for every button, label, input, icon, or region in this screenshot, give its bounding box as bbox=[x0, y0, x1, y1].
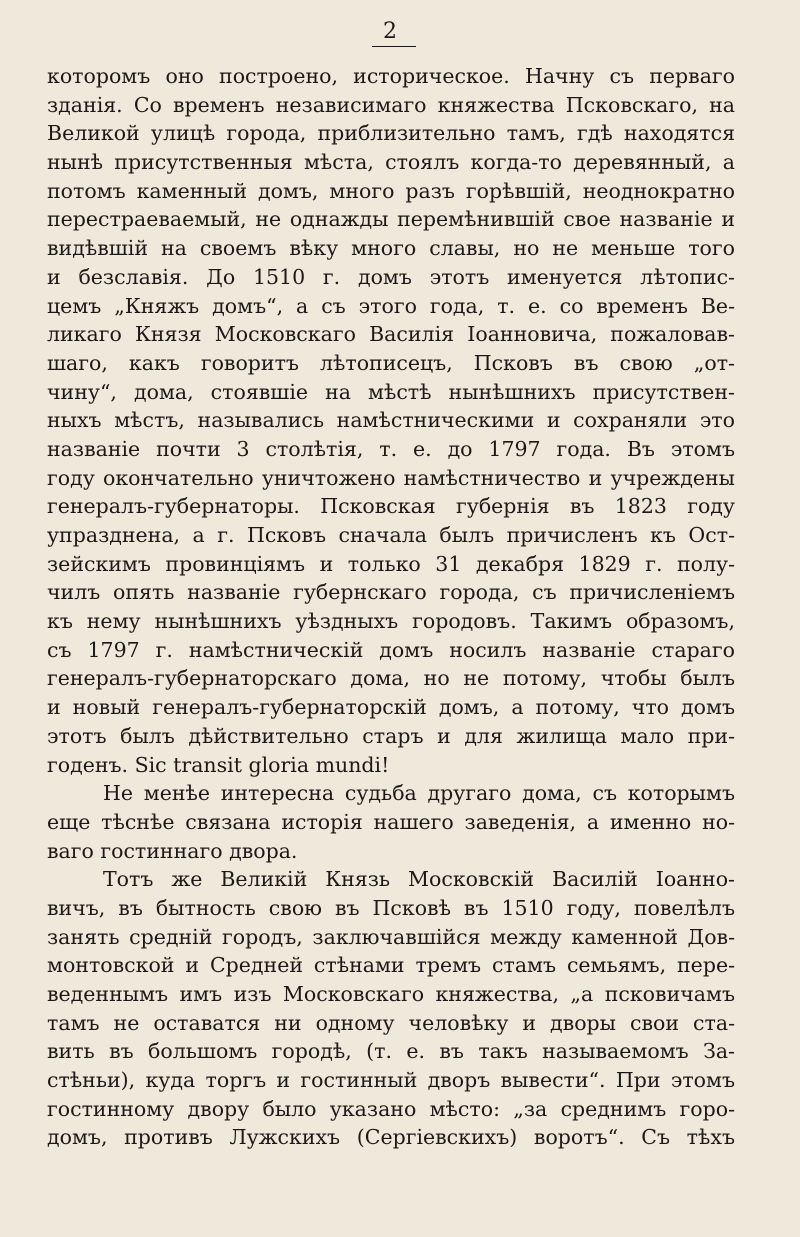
text-line: занять средній городъ, заключавшійся между каменной Дов- bbox=[47, 924, 735, 949]
text-line: зейскимъ провинціямъ и только 31 декабря 1829 г. полу- bbox=[47, 551, 735, 576]
text-line: перестраеваемый, не однажды перемѣнившій свое названіе и bbox=[47, 207, 735, 232]
text-line: и новый генералъ-губернаторскій домъ, а потому, что домъ bbox=[47, 695, 735, 720]
text-line: видѣвшій на своемъ вѣку много славы, но не меньше того bbox=[47, 236, 735, 261]
page-text bbox=[47, 62, 735, 1152]
text-line: этотъ былъ дѣйствительно старъ и для жилища мало при- bbox=[47, 723, 735, 748]
text-line: тамъ не оставатся ни одному человѣку и дворы свои ста- bbox=[47, 1010, 735, 1035]
paragraph bbox=[47, 865, 735, 1152]
text-line: шаго, какъ говоритъ лѣтописецъ, Псковъ въ свою „от- bbox=[47, 350, 735, 375]
text-line: генералъ-губернаторскаго дома, но не потому, чтобы былъ bbox=[47, 666, 735, 691]
text-line: году окончательно уничтожено намѣстничество и учреждены bbox=[47, 465, 735, 490]
text-line: цемъ „Княжъ домъ“, а съ этого года, т. е. со временъ Ве- bbox=[47, 293, 735, 318]
text-line: Тотъ же Великій Князь Московскій Василій Іоанно- bbox=[103, 867, 735, 892]
text-line: монтовской и Средней стѣнами тремъ стамъ семьямъ, пере- bbox=[47, 953, 735, 978]
text-line: упразднена, а г. Псковъ сначала былъ причисленъ къ Ост- bbox=[47, 523, 735, 547]
page-number: 2 bbox=[383, 19, 397, 44]
text-line: гостинному двору было указано мѣсто: „за среднимъ горо- bbox=[47, 1096, 735, 1121]
text-line: и безславія. До 1510 г. домъ этотъ именуется лѣтопис- bbox=[47, 264, 735, 289]
paragraph bbox=[47, 62, 735, 779]
text-line: ныхъ мѣстъ, назывались намѣстническими и сохраняли это bbox=[47, 408, 735, 433]
text-line: стѣньи), куда торгъ и гостинный дворъ вывести“. При этомъ bbox=[47, 1068, 735, 1093]
text-line: съ 1797 г. намѣстническій домъ носилъ названіе стараго bbox=[47, 637, 735, 662]
text-line: вить въ большомъ городѣ, (т. е. въ такъ называемомъ За- bbox=[47, 1039, 735, 1064]
text-line: еще тѣснѣе связана исторія нашего заведенія, а именно но- bbox=[47, 809, 735, 834]
paragraph bbox=[47, 779, 735, 865]
text-line: которомъ оно построено, историческое. Начну съ перваго bbox=[47, 64, 735, 88]
text-line: названіе почти 3 столѣтія, т. е. до 1797 года. Въ этомъ bbox=[47, 436, 735, 461]
text-line: ликаго Князя Московскаго Василія Іоанновича, пожаловав- bbox=[47, 322, 735, 347]
text-line: чилъ опять названіе губернскаго города, съ причисленіемъ bbox=[47, 580, 735, 605]
text-line: домъ, противъ Лужскихъ (Сергіевскихъ) воротъ“. Съ тѣхъ bbox=[47, 1125, 735, 1150]
text-line: чину“, дома, стоявшіе на мѣстѣ нынѣшнихъ присутствен- bbox=[47, 379, 735, 404]
page-number-rule bbox=[372, 46, 416, 47]
text-line: Не менѣе интересна судьба другаго дома, съ которымъ bbox=[103, 781, 735, 806]
text-line: годенъ. Sic transit gloria mundi! bbox=[47, 752, 390, 777]
text-line: веденнымъ имъ изъ Московскаго княжества, „а псковичамъ bbox=[47, 982, 735, 1006]
text-line: Великой улицѣ города, приблизительно тамъ, гдѣ находятся bbox=[47, 121, 735, 146]
text-line: нынѣ присутственныя мѣста, стоялъ когда-то деревянный, а bbox=[47, 150, 735, 175]
text-line: потомъ каменный домъ, много разъ горѣвшій, неоднократно bbox=[47, 178, 735, 203]
text-line: вичъ, въ бытность свою въ Псковѣ въ 1510 году, повелѣлъ bbox=[47, 895, 735, 920]
text-line: генералъ-губернаторы. Псковская губернія въ 1823 году bbox=[47, 494, 735, 519]
text-line: зданія. Со временъ независимаго княжества Псковскаго, на bbox=[47, 92, 735, 117]
text-line: къ нему нынѣшнихъ уѣздныхъ городовъ. Такимъ образомъ, bbox=[47, 609, 735, 634]
text-line: ваго гостиннаго двора. bbox=[47, 838, 298, 863]
